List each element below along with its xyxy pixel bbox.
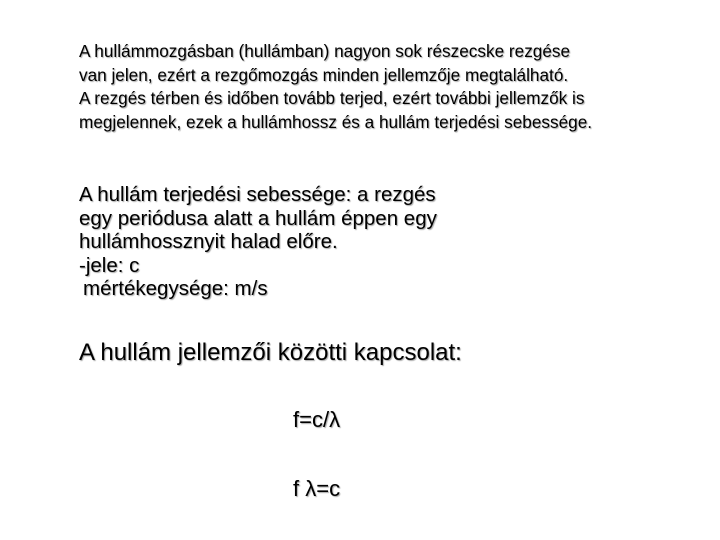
definition-line: hullámhossznyit halad előre. — [79, 230, 338, 253]
wave-speed-definition — [79, 183, 437, 301]
symbol-line: -jele: c — [79, 253, 140, 277]
intro-line: van jelen, ezért a rezgőmozgás minden jellemzője megtalálható. — [79, 64, 569, 85]
intro-line: megjelennek, ezek a hullámhossz és a hullám terjedési sebessége. — [79, 111, 593, 132]
relation-heading: A hullám jellemzői közötti kapcsolat: — [79, 339, 462, 366]
formula-speed: f λ=c — [293, 476, 341, 501]
intro-line: A rezgés térben és időben tovább terjed, ezért további jellemzők is — [79, 88, 585, 108]
intro-paragraph — [79, 40, 592, 134]
unit-line: mértékegysége: m/s — [83, 277, 268, 300]
definition-line: egy periódusa alatt a hullám éppen egy — [79, 206, 437, 230]
intro-line: A hullámmozgásban (hullámban) nagyon sok részecske rezgése — [79, 41, 571, 61]
definition-line: A hullám terjedési sebessége: a rezgés — [79, 183, 436, 206]
formula-frequency: f=c/λ — [293, 407, 341, 432]
